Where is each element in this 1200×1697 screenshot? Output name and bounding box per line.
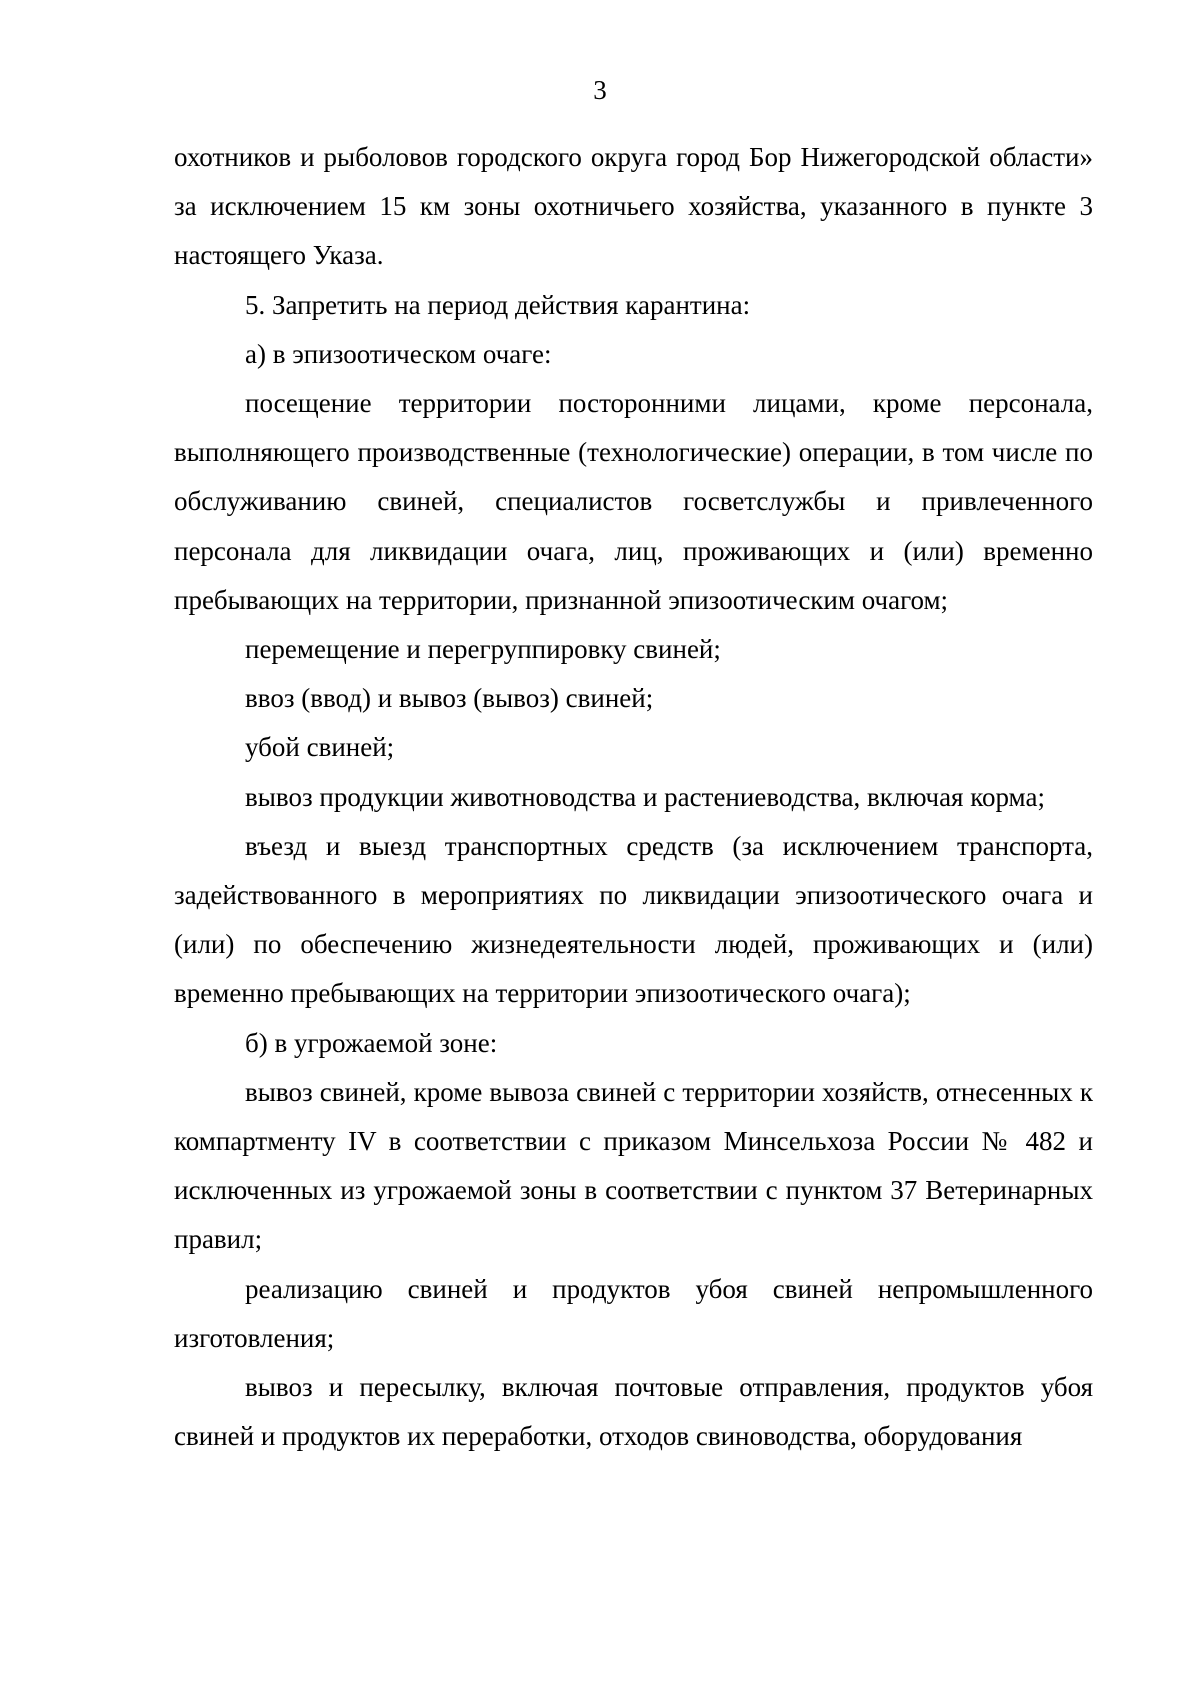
paragraph: б) в угрожаемой зоне:: [245, 1027, 498, 1058]
paragraph: 5. Запретить на период действия карантина:: [245, 289, 751, 320]
paragraph: убой свиней;: [245, 732, 395, 763]
paragraph: охотников и рыболовов городского округа город Бор Нижегородской области» за исключением 15 км зоны охотничьего хозяйства, указанного в пункте 3 настоящего Указа.: [174, 142, 1093, 271]
paragraph: посещение территории посторонними лицами, кроме персонала, выполняющего производственные (технологические) операции, в том числе по обслуживанию свиней, специалистов госветслужбы и привлеченного персонала для ликвидации очага, лиц, проживающих и (или) временно пребывающих на территории, признанной эпизоотическим очагом;: [174, 388, 1093, 615]
document-body: [174, 133, 1093, 1461]
page-number: 3: [593, 75, 607, 105]
paragraph: перемещение и перегруппировку свиней;: [245, 634, 721, 665]
paragraph: въезд и выезд транспортных средств (за исключением транспорта, задействованного в мероприятиях по ликвидации эпизоотического очага и (или) по обеспечению жизнедеятельности людей, проживающих и (или) временно пребывающих на территории эпизоотического очага);: [174, 830, 1093, 1009]
paragraph: ввоз (ввод) и вывоз (вывоз) свиней;: [245, 683, 654, 714]
paragraph: реализацию свиней и продуктов убоя свиней непромышленного изготовления;: [174, 1273, 1093, 1353]
paragraph: вывоз свиней, кроме вывоза свиней с территории хозяйств, отнесенных к компартменту IV в соответствии с приказом Минсельхоза России № 482 и исключенных из угрожаемой зоны в соответствии с пунктом 37 Ветеринарных правил;: [174, 1076, 1093, 1255]
paragraph: а) в эпизоотическом очаге:: [245, 338, 552, 369]
paragraph: вывоз продукции животноводства и растениеводства, включая корма;: [245, 781, 1045, 812]
paragraph: вывоз и пересылку, включая почтовые отправления, продуктов убоя свиней и продуктов их переработки, отходов свиноводства, оборудования: [174, 1372, 1093, 1452]
